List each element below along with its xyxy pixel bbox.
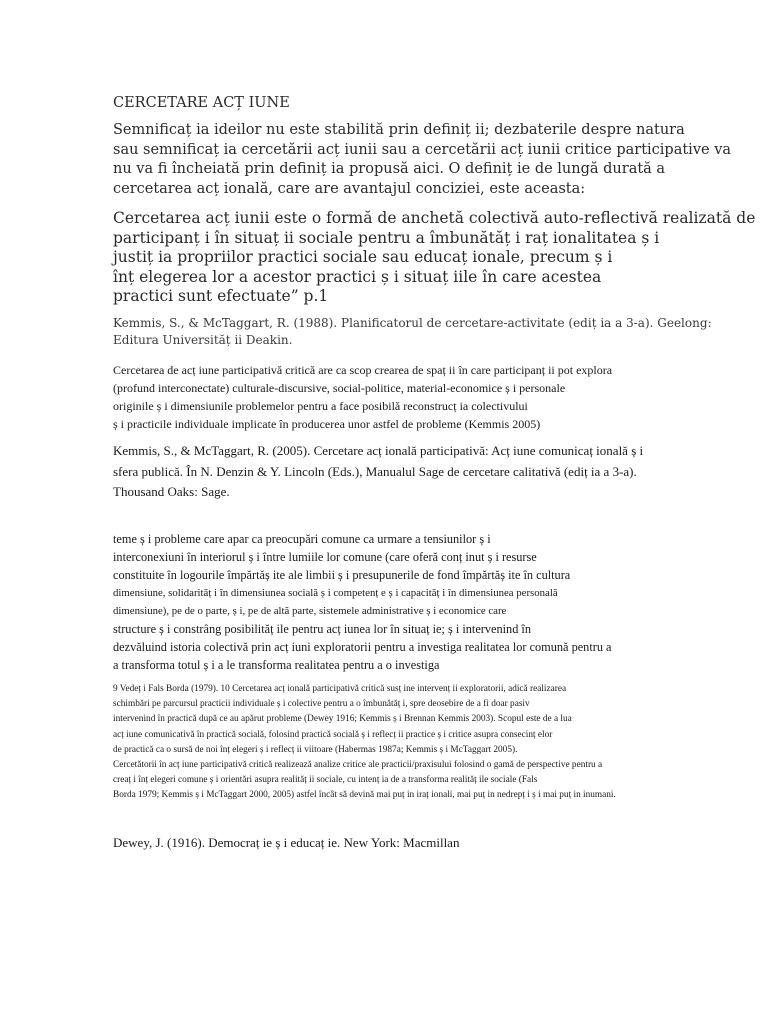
text-line: structure ș i constrâng posibilităț ile pentru acț iunea lor în situaț ie; ș i intervenind în [113,622,531,636]
text-line: schimbări pe parcursul practicii individuale ș i colective pentru a o îmbunătăț i, spre deosebire de a fi doar pasiv [113,699,530,710]
text-line: înț elegerea lor a acestor practici ș i situaț iile în care acestea [113,267,602,286]
text-line: de practică ca o sursă de noi înț elegeri ș i reflecț ii viitoare (Habermas 1987a; Kemmis ș i McTaggart 2005). [113,744,518,755]
text-line: nu va fi încheiată prin definiț ia propusă aici. O definiț ie de lungă durată a [113,161,666,177]
text-line: Cercetarea acț iunii este o formă de anchetă colectivă auto-reflectivă realizată de [113,209,756,227]
text-line: a transforma totul ș i a le transforma realitatea pentru a o investiga [113,658,440,672]
text-line: dimensiune, solidarităț i în dimensiunea socială ș i competenț e ș i capacităț i în dimensiunea personală [113,587,558,599]
text-line: intervenind în practică după ce au apărut probleme (Dewey 1916; Kemmis ș i Brennan Kemmis 2003). Scopul este de a lua [113,714,572,725]
text-line: teme ș i probleme care apar ca preocupări comune ca urmare a tensiunilor ș i [113,532,491,546]
text-line: cercetarea acț ională, care are avantajul conciziei, este aceasta: [113,180,586,197]
reference-dewey-1916: Dewey, J. (1916). Democraț ie ș i educaț ie. New York: Macmillan [113,835,460,850]
text-line: practici sunt efectuate” p.1 [113,287,329,305]
text-line: Thousand Oaks: Sage. [113,484,230,499]
text-line: sau semnificaț ia cercetării acț iunii sau a cercetării acț iunii critice participative va [113,141,732,158]
text-line: Cercetătorii în acț iune participativă critică realizează analize critice ale practicii/praxisului folosind o gamă de perspective pentru a [113,760,603,771]
text-line: Borda 1979; Kemmis ș i McTaggart 2000, 2005) astfel încât să devină mai puț in iraț ionali, mai puț in nedrepț i ș i mai puț in inumani. [113,790,616,801]
text-line: Kemmis, S., & McTaggart, R. (1988). Planificatorul de cercetare-activitate (ediț ia a 3-a). Geelong: [113,316,712,330]
text-line: acț iune comunicativă în practică socială, folosind practică socială ș i reflecț ii practice ș i critice asupra consecinț elor [113,729,553,740]
text-line: dimensiune), pe de o parte, ș i, pe de altă parte, sistemele administrative ș i economice care [113,605,507,617]
definition-quote [113,209,755,307]
footnotes [113,682,616,804]
text-line: interconexiuni în interiorul ș i între lumiile lor comune (care oferă conț inut ș i resurse [113,550,537,564]
themes-paragraph [113,530,612,674]
text-line: justiț ia propriilor practici sociale sau educaț ionale, precum ș i [113,248,613,266]
text-line: Editura Universităț ii Deakin. [113,332,293,347]
text-line: constituite în logourile împărtăș ite ale limbii ș i presupunerile de fond împărtăș ite în cultura [113,568,571,582]
text-line: ș i practicile individuale implicate în producerea unor astfel de probleme (Kemmis 2005) [113,417,541,431]
reference-kemmis-2005 [113,441,643,503]
text-line: Semnificaț ia ideilor nu este stabilită prin definiț ii; dezbaterile despre natura [113,122,685,138]
text-line: participanț i în situaț ii sociale pentru a îmbunătăț i raț ionalitatea ș i [113,228,660,247]
text-line: creaț i înț elegeri comune ș i orientări asupra realităț ii sociale, cu intenț ia de a transforma realităț ile sociale (Fals [113,775,538,786]
text-line: dezvăluind istoria colectivă prin acț iuni exploratorii pentru a investiga realitatea lor comună pentru a [113,640,612,654]
text-line: sfera publică. În N. Denzin & Y. Lincoln (Eds.), Manualul Sage de cercetare calitativă (ediț ia a 3-a). [113,463,637,479]
reference-kemmis-1988 [113,315,712,348]
text-line: originile ș i dimensiunile problemelor pentru a face posibilă reconstrucț ia colectivului [113,399,528,413]
page-title: CERCETARE ACȚ IUNE [113,95,290,111]
text-line: Kemmis, S., & McTaggart, R. (2005). Cercetare acț ională participativă: Acț iune comunicaț ională ș i [113,443,644,458]
participatory-research-paragraph [113,361,612,433]
intro-paragraph [113,121,731,199]
text-line: 9 Vedeț i Fals Borda (1979). 10 Cercetarea acț ională participativă critică susț ine intervenț ii exploratorii, adică realizarea [113,684,567,694]
text-line: (profund interconectate) culturale-discursive, social-politice, material-economice ș i personale [113,381,566,395]
text-line: Cercetarea de acț iune participativă critică are ca scop crearea de spaț ii în care participanț ii pot explora [113,363,613,377]
